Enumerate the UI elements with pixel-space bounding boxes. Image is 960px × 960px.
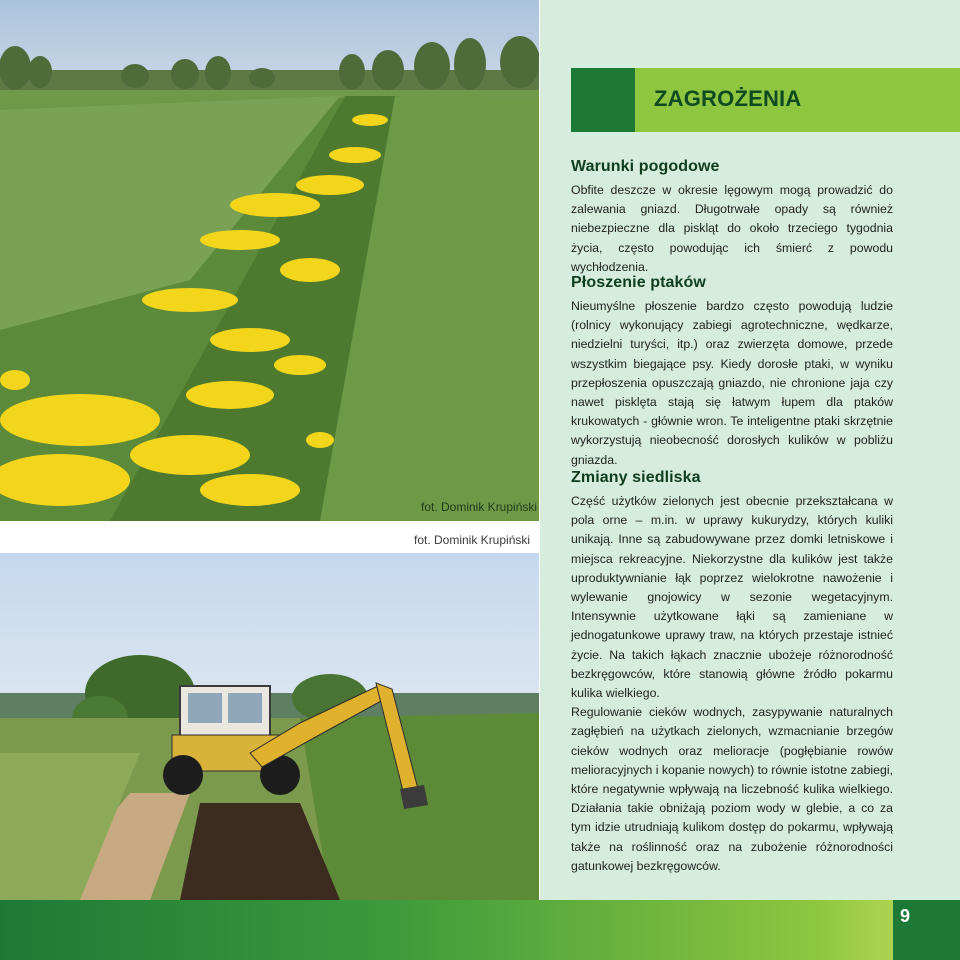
meadow-ditch-illustration <box>0 0 539 521</box>
threat-body: Obfite deszcze w okresie lęgowym mogą prowadzić do zalewania gniazd. Długotrwałe opady są również niebezpieczne dla piskląt do około trzeciego tygodnia życia, często powodując ich śmierć z powodu wychłodzenia. <box>571 183 893 274</box>
section-header-accent-block <box>571 68 635 132</box>
threat-body: Nieumyślne płoszenie bardzo często powodują ludzie (rolnicy wykonujący zabiegi agrotechniczne, wędkarze, niedzielni turyści, itp.) oraz zwierzęta domowe, przede wszystkim biegające psy. Kiedy dorosłe ptaki, w wyniku przepłoszenia opuszczają gniazdo, nie chronione jaja czy nawet pisklęta stają się łatwym łupem dla ptaków krukowatych - głównie wron. Te inteligentne ptaki skrzętnie wykorzystują nieobecność dorosłych kulików w pobliżu gniazda. <box>571 299 893 467</box>
page-number: 9 <box>899 906 910 926</box>
footer-gradient-bar <box>0 900 960 960</box>
photo-flooded-ditch-with-marsh-marigolds <box>0 0 539 521</box>
photo-credit-top: fot. Dominik Krupiński <box>421 500 538 514</box>
photo-excavator-digging-ditch <box>0 553 539 900</box>
threat-heading: Zmiany siedliska <box>571 469 701 486</box>
excavator-illustration <box>0 553 539 900</box>
threat-bird-disturbance <box>571 274 893 470</box>
threat-heading: Warunki pogodowe <box>571 158 720 175</box>
threat-weather-conditions <box>571 158 893 277</box>
photo-credit-bottom: fot. Dominik Krupiński <box>414 533 531 547</box>
threat-habitat-changes <box>571 469 893 876</box>
threat-heading: Płoszenie ptaków <box>571 274 706 291</box>
threat-body: Regulowanie cieków wodnych, zasypywanie naturalnych zagłębień na użytkach zielonych, wzmacnianie brzegów cieków wodnych oraz melioracje (pogłębianie rowów melioracyjnych i kopanie nowych) to równie istotne zabiegi, które negatywnie wpływają na liczebność kulika wielkiego. Działania takie obniżają poziom wody w glebie, a co za tym idzie utrudniają kulikom dostęp do pokarmu, wpływają także na roślinność oraz na zubożenie różnorodności gatunkowej bezkręgowców. <box>571 705 893 873</box>
section-title: ZAGROŻENIA <box>654 86 802 111</box>
threat-body: Część użytków zielonych jest obecnie przekształcana w pola orne – m.in. w uprawy kukurydzy, których kuliki unikają. Inne są zabudowywane przez domki letniskowe i miejsca rekreacyjne. Niekorzystne dla kulików jest także uproduktywnianie łąk poprzez wielokrotne nawożenie i wylewanie gnojowicy w sezonie wegetacyjnym. Intensywnie użytkowane łąki są zamieniane w jednogatunkowe uprawy traw, na których przestaje istnieć życie. Na takich łąkach znacznie ubożeje różnorodność bezkręgowców, które stanowią główne źródło pokarmu kulika wielkiego. <box>571 494 893 701</box>
